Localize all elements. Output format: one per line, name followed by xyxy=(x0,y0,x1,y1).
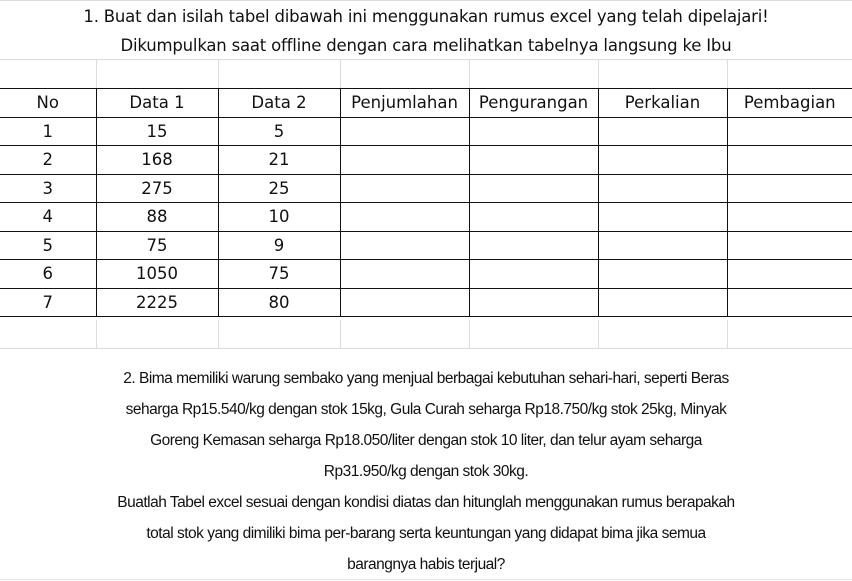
table-cell[interactable] xyxy=(469,117,598,146)
gridline xyxy=(0,59,852,60)
table-row xyxy=(0,117,852,146)
table-cell[interactable] xyxy=(340,203,469,232)
table-cell[interactable] xyxy=(340,260,469,289)
header-cell[interactable]: No xyxy=(0,89,96,118)
table-cell[interactable]: 2 xyxy=(0,146,96,175)
gridline xyxy=(598,320,599,348)
table-cell[interactable] xyxy=(598,146,727,175)
table-cell[interactable]: 168 xyxy=(96,146,218,175)
table-cell[interactable] xyxy=(727,260,852,289)
table-cell[interactable]: 9 xyxy=(218,231,340,260)
table-cell[interactable]: 6 xyxy=(0,260,96,289)
gridline xyxy=(96,320,97,348)
question2-line: Goreng Kemasan seharga Rp18.050/liter dengan stok 10 liter, dan telur ayam seharga xyxy=(150,432,702,449)
gridline xyxy=(340,59,341,88)
gridline xyxy=(469,320,470,348)
table-cell[interactable] xyxy=(727,146,852,175)
table-cell[interactable]: 25 xyxy=(218,174,340,203)
question2-text xyxy=(0,363,852,580)
table-cell[interactable] xyxy=(340,146,469,175)
table-cell[interactable]: 80 xyxy=(218,288,340,317)
question2-line: Buatlah Tabel excel sesuai dengan kondisi diatas dan hitunglah menggunakan rumus berapakah xyxy=(117,494,735,511)
table-cell[interactable]: 275 xyxy=(96,174,218,203)
question1-line2: Dikumpulkan saat offline dengan cara melihatkan tabelnya langsung ke Ibu xyxy=(120,36,732,55)
question1-line1: 1. Buat dan isilah tabel dibawah ini menggunakan rumus excel yang telah dipelajari! xyxy=(83,7,769,26)
gridline xyxy=(340,320,341,348)
table-row xyxy=(0,174,852,203)
table-cell[interactable] xyxy=(598,117,727,146)
gridline xyxy=(0,0,852,1)
header-cell[interactable]: Pembagian xyxy=(727,89,852,118)
table-cell[interactable] xyxy=(727,117,852,146)
gridline xyxy=(218,59,219,88)
table-cell[interactable]: 1050 xyxy=(96,260,218,289)
header-cell[interactable]: Pengurangan xyxy=(469,89,598,118)
table-cell[interactable]: 88 xyxy=(96,203,218,232)
table-cell[interactable] xyxy=(340,231,469,260)
gridline xyxy=(0,348,852,349)
table-cell[interactable] xyxy=(340,117,469,146)
table-cell[interactable]: 3 xyxy=(0,174,96,203)
table-cell[interactable] xyxy=(727,288,852,317)
gridline xyxy=(727,320,728,348)
question2-line: total stok yang dimiliki bima per-barang serta keuntungan yang didapat bima jika semua xyxy=(146,525,706,542)
table-cell[interactable] xyxy=(727,203,852,232)
table-cell[interactable] xyxy=(469,146,598,175)
table-cell[interactable] xyxy=(340,288,469,317)
table-cell[interactable]: 15 xyxy=(96,117,218,146)
table-cell[interactable]: 2225 xyxy=(96,288,218,317)
table-cell[interactable]: 10 xyxy=(218,203,340,232)
table-cell[interactable]: 4 xyxy=(0,203,96,232)
table-cell[interactable] xyxy=(727,231,852,260)
question2-line: Rp31.950/kg dengan stok 30kg. xyxy=(323,463,529,480)
table-row xyxy=(0,260,852,289)
header-cell[interactable]: Penjumlahan xyxy=(340,89,469,118)
table-cell[interactable]: 21 xyxy=(218,146,340,175)
table-cell[interactable] xyxy=(469,231,598,260)
gridline xyxy=(469,59,470,88)
table-cell[interactable] xyxy=(598,260,727,289)
gridline xyxy=(96,59,97,88)
table-row xyxy=(0,146,852,175)
table-cell[interactable] xyxy=(469,260,598,289)
table-cell[interactable] xyxy=(727,174,852,203)
table-cell[interactable]: 5 xyxy=(218,117,340,146)
table-cell[interactable]: 7 xyxy=(0,288,96,317)
table-cell[interactable] xyxy=(598,231,727,260)
question2-line: seharga Rp15.540/kg dengan stok 15kg, Gula Curah seharga Rp18.750/kg stok 25kg, Minyak xyxy=(125,401,727,418)
gridline xyxy=(0,579,852,580)
table-cell[interactable]: 5 xyxy=(0,231,96,260)
gridline xyxy=(218,320,219,348)
table-header-row xyxy=(0,89,852,118)
header-cell[interactable]: Data 2 xyxy=(218,89,340,118)
table-cell[interactable] xyxy=(469,288,598,317)
table-cell[interactable] xyxy=(598,203,727,232)
question2-line: barangnya habis terjual? xyxy=(347,556,505,573)
question2-line: 2. Bima memiliki warung sembako yang menjual berbagai kebutuhan sehari-hari, seperti Beras xyxy=(123,370,729,387)
table-cell[interactable] xyxy=(340,174,469,203)
table-cell[interactable]: 1 xyxy=(0,117,96,146)
table-cell[interactable] xyxy=(469,174,598,203)
gridline xyxy=(598,59,599,88)
table-cell[interactable] xyxy=(598,288,727,317)
table-cell[interactable]: 75 xyxy=(96,231,218,260)
data-table xyxy=(0,88,852,317)
table-row xyxy=(0,231,852,260)
table-cell[interactable] xyxy=(598,174,727,203)
table-row xyxy=(0,203,852,232)
header-cell[interactable]: Perkalian xyxy=(598,89,727,118)
header-cell[interactable]: Data 1 xyxy=(96,89,218,118)
table-cell[interactable]: 75 xyxy=(218,260,340,289)
table-cell[interactable] xyxy=(469,203,598,232)
gridline xyxy=(727,59,728,88)
table-row xyxy=(0,288,852,317)
